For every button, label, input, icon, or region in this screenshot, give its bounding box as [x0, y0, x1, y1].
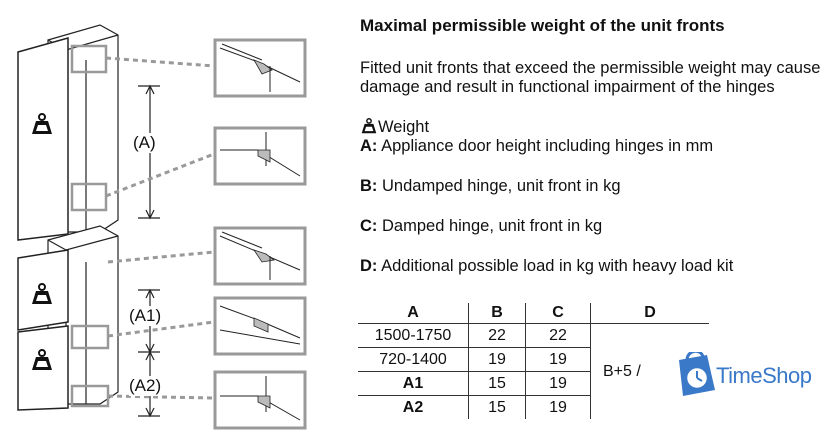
legend-weight: [360, 118, 429, 137]
hinge-detail-top-1: [215, 40, 305, 96]
hinge-detail-bottom-3: [215, 372, 305, 428]
cell-c: 22: [526, 324, 591, 348]
legend-weight-label: Weight: [378, 118, 430, 136]
cell-c: 19: [526, 372, 591, 396]
table-header-row: [358, 303, 709, 324]
dimension-label-a: (A): [133, 133, 156, 152]
legend-b: B: Undamped hinge, unit front in kg: [360, 177, 621, 195]
page-title: Maximal permissible weight of the unit fronts: [360, 16, 725, 35]
weight-table: [358, 303, 709, 419]
col-header-c: C: [526, 303, 591, 324]
intro-text: Fitted unit fronts that exceed the permissible weight may cause damage and result in functional impairment of the hinges: [360, 59, 821, 96]
col-header-b: B: [469, 303, 526, 324]
dimension-label-a1: (A1): [129, 306, 162, 325]
col-header-d: D: [591, 303, 710, 324]
cell-c: 19: [526, 396, 591, 420]
cell-a: 1500-1750: [358, 324, 469, 348]
hinge-detail-bottom-1: [215, 228, 305, 284]
installation-illustration: [0, 0, 355, 446]
brand-name: TimeShop: [716, 363, 812, 388]
cell-d: B+5 /: [591, 324, 710, 420]
legend-c: C: Damped hinge, unit front in kg: [360, 217, 603, 235]
cell-b: 22: [469, 324, 526, 348]
dimension-label-a2: (A2): [129, 376, 162, 395]
cell-a: A2: [402, 398, 424, 416]
legend-d: D: Additional possible load in kg with heavy load kit: [360, 257, 734, 275]
hinge-detail-top-2: [215, 128, 305, 184]
cell-c: 19: [526, 348, 591, 372]
legend-a: A: Appliance door height including hinges in mm: [360, 137, 714, 155]
table-row: [358, 324, 709, 348]
col-header-a: A: [358, 303, 469, 324]
cell-a: A1: [358, 372, 469, 396]
cell-b: 15: [469, 396, 526, 420]
cell-b: 15: [469, 372, 526, 396]
cell-a: 720-1400: [358, 348, 469, 372]
appliance-bottom: [18, 226, 118, 410]
hinge-detail-bottom-2: [215, 298, 305, 354]
clock-icon: [686, 367, 708, 389]
weight-icon: [360, 118, 378, 134]
cell-b: 19: [469, 348, 526, 372]
